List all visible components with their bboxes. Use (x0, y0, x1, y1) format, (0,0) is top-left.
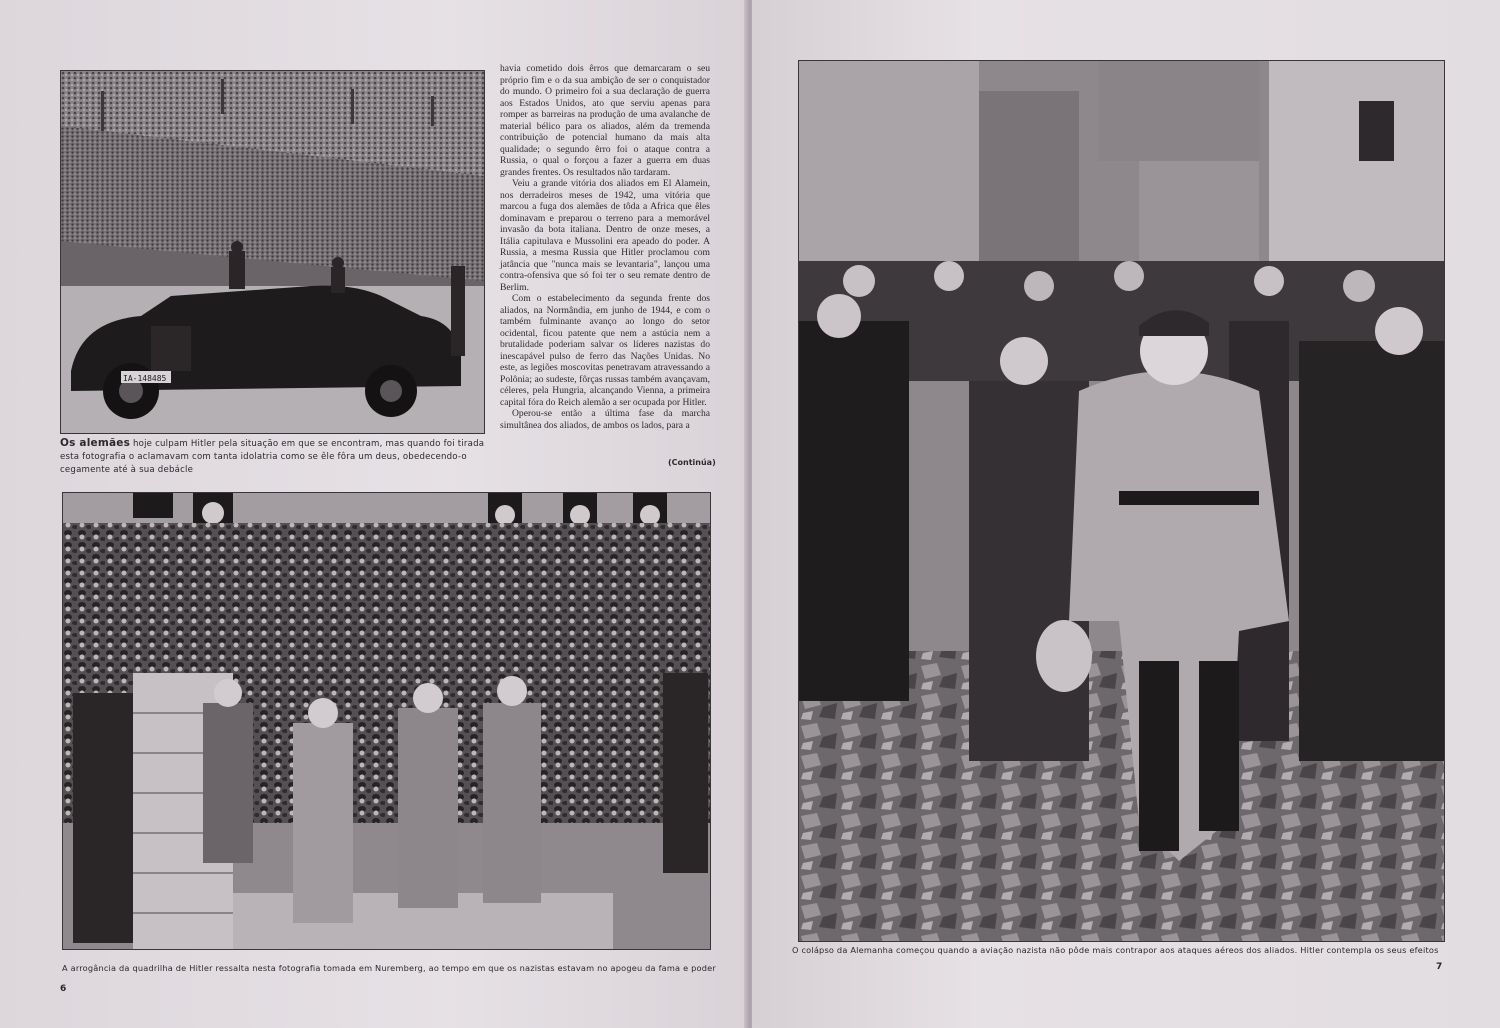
page-number-left: 6 (60, 984, 67, 994)
article-paragraph: havia cometido dois êrros que demarcaram o seu próprio fim e o da sua ambição de ser o conquistador do mundo. O primeiro foi a sua declaração de guerra aos Estados Unidos, ato que serviu apenas para romper as barreiras na produção de uma avalanche de material bélico para os aliados, além da tremenda contribuição de potencial humano da mais alta qualidade; o segundo êrro foi o ataque contra a Russia, o qual o forçou a fazer a guerra em duas grandes frentes. Os resultados não tardaram. (500, 63, 710, 178)
article-paragraph: Operou-se então a última fase da marcha simultânea dos aliados, de ambos os lados, para a (500, 408, 710, 431)
article-body (500, 63, 710, 431)
nuremberg-photo-caption: A arrogância da quadrilha de Hitler ressalta nesta fotografia tomada em Nuremberg, ao tempo em que os nazistas estavam no apogeu da fama e poder (62, 963, 716, 973)
article-paragraph: Com o estabelecimento da segunda frente dos aliados, na Normândia, em junho de 1944, e com o também fulminante avanço ao longo do setor ocidental, ficou patente que nem a astúcia nem a brutalidade poderiam salvar os líderes nazistas do inescapável pulso de ferro das Nações Unidas. No este, as legiões moscovitas penetravam atravessando a Polônia; ao sudeste, fôrças russas também avançavam, céleres, pela Hungria, alcançando Vienna, a primeira capital fóra do Reich alemão a ser ocupada por Hitler. (500, 293, 710, 408)
left-page (0, 0, 748, 1028)
ruins-illustration (799, 61, 1444, 941)
hitler-ruins-photo (798, 60, 1445, 942)
continued-label: (Continúa) (668, 458, 716, 467)
caption-text: hoje culpam Hitler pela situação em que se encontram, mas quando foi tirada esta fotografia o aclamavam com tanta idolatria como se êle fôra um deus, obedecendo-o cegamente até à sua debácle (60, 439, 485, 475)
car-plate: IA-148485 (123, 374, 167, 383)
nuremberg-officers-photo (62, 492, 711, 950)
stadium-photo-caption (60, 437, 486, 477)
ruins-photo-caption: O colápso da Alemanha começou quando a aviação nazista não pôde mais contrapor aos ataques aéreos dos aliados. Hitler contempla os seus efeitos (792, 945, 1439, 955)
nuremberg-illustration (63, 493, 710, 949)
stadium-car-illustration (61, 71, 484, 433)
stadium-car-photo (60, 70, 485, 434)
caption-lead: Os alemães (60, 437, 131, 449)
page-number-right: 7 (1436, 962, 1443, 972)
article-paragraph: Veiu a grande vitória dos aliados em El Alamein, nos derradeiros meses de 1942, uma vitória que marcou a fuga dos alemães de tôda a Africa que êles dominavam e preparou o terreno para a memorável invasão da bota italiana. Dentro de onze meses, a Itália capitulava e Mussolini era apeado do poder. A Russia, a mesma Russia que Hitler proclamou com jatância que "nunca mais se levantaria", lançou uma contra-ofensiva que só foi ter o seu remate dentro de Berlim. (500, 178, 710, 293)
